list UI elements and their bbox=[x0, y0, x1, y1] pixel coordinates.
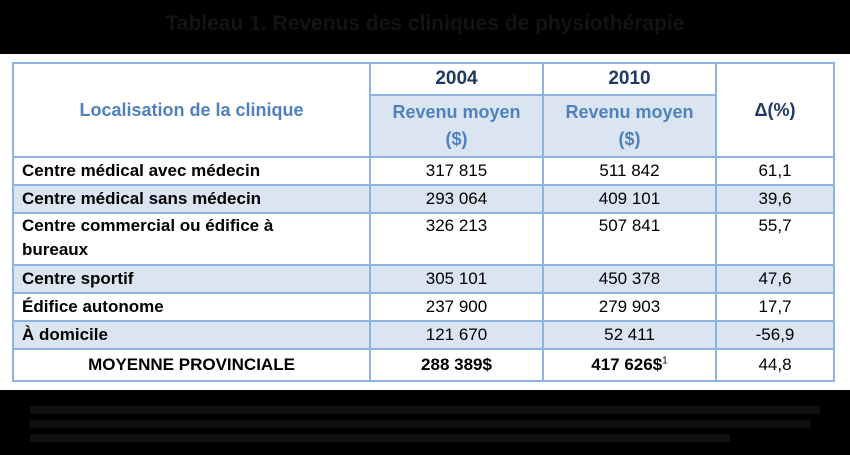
total-value-2010-text: 417 626$ bbox=[591, 355, 663, 374]
footnote-line bbox=[30, 406, 820, 414]
header-sub-2010 bbox=[543, 95, 716, 157]
row-value-2004: 293 064 bbox=[370, 185, 543, 213]
total-value-2010 bbox=[543, 349, 716, 381]
total-delta: 44,8 bbox=[716, 349, 834, 381]
header-year-2010: 2010 bbox=[543, 63, 716, 95]
table-row bbox=[13, 185, 834, 213]
row-delta: 17,7 bbox=[716, 293, 834, 321]
header-location: Localisation de la clinique bbox=[13, 63, 370, 157]
total-value-2004: 288 389$ bbox=[370, 349, 543, 381]
header-year-2004: 2004 bbox=[370, 63, 543, 95]
footnote-band bbox=[0, 396, 850, 455]
sub-label-line2: ($) bbox=[445, 129, 468, 149]
row-delta: 47,6 bbox=[716, 265, 834, 293]
row-location bbox=[13, 213, 370, 265]
table-row bbox=[13, 293, 834, 321]
footnote-marker: 1 bbox=[662, 355, 668, 367]
row-value-2004: 317 815 bbox=[370, 157, 543, 185]
sub-label-line1: Revenu moyen bbox=[565, 102, 694, 122]
row-delta: -56,9 bbox=[716, 321, 834, 349]
total-label: MOYENNE PROVINCIALE bbox=[13, 349, 370, 381]
header-row-years bbox=[13, 63, 834, 95]
table-row bbox=[13, 213, 834, 265]
row-location: Édifice autonome bbox=[13, 293, 370, 321]
row-delta: 55,7 bbox=[716, 213, 834, 265]
sub-label-line1: Revenu moyen bbox=[392, 102, 521, 122]
row-value-2010: 409 101 bbox=[543, 185, 716, 213]
row-delta: 61,1 bbox=[716, 157, 834, 185]
table-title: Tableau 1. Revenus des cliniques de physiothérapie bbox=[165, 12, 685, 35]
row-value-2010: 507 841 bbox=[543, 213, 716, 265]
footnote-line bbox=[30, 434, 730, 442]
row-location: À domicile bbox=[13, 321, 370, 349]
row-value-2004: 121 670 bbox=[370, 321, 543, 349]
row-value-2004: 326 213 bbox=[370, 213, 543, 265]
row-location-line2: bureaux bbox=[22, 240, 89, 259]
table-frame bbox=[0, 54, 850, 390]
row-value-2004: 237 900 bbox=[370, 293, 543, 321]
row-value-2010: 450 378 bbox=[543, 265, 716, 293]
total-row bbox=[13, 349, 834, 381]
row-location: Centre médical sans médecin bbox=[13, 185, 370, 213]
sub-label-line2: ($) bbox=[618, 129, 641, 149]
row-value-2010: 279 903 bbox=[543, 293, 716, 321]
row-delta: 39,6 bbox=[716, 185, 834, 213]
table-row bbox=[13, 157, 834, 185]
row-location-line1: Centre commercial ou édifice à bbox=[22, 216, 274, 235]
row-value-2004: 305 101 bbox=[370, 265, 543, 293]
row-location: Centre sportif bbox=[13, 265, 370, 293]
row-location: Centre médical avec médecin bbox=[13, 157, 370, 185]
header-sub-2004 bbox=[370, 95, 543, 157]
revenue-table bbox=[12, 62, 835, 382]
header-delta: Δ(%) bbox=[716, 63, 834, 157]
table-row bbox=[13, 265, 834, 293]
row-value-2010: 52 411 bbox=[543, 321, 716, 349]
footnote-line bbox=[30, 420, 810, 428]
row-value-2010: 511 842 bbox=[543, 157, 716, 185]
table-row bbox=[13, 321, 834, 349]
